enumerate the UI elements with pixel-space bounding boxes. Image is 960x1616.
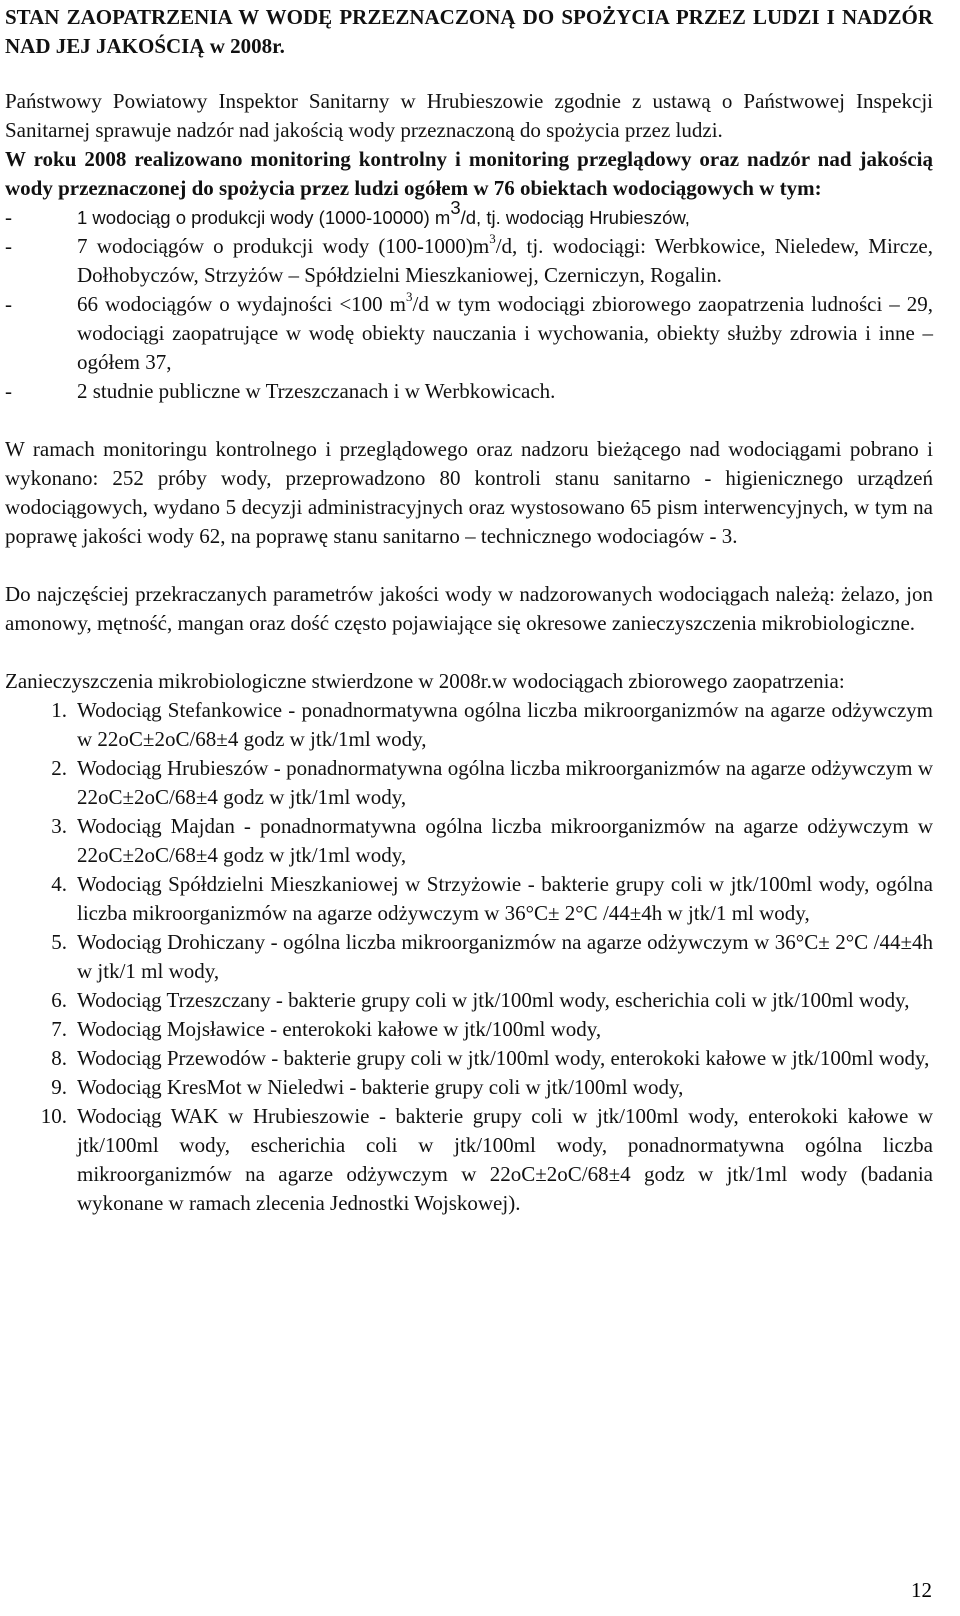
contamination-list bbox=[5, 696, 933, 1218]
list-item: - 1 wodociąg o produkcji wody (1000-10000) $m^3/d$, tj. wodociąg Hrubieszów, bbox=[5, 203, 933, 232]
list-item: 7. Wodociąg Mojsławice - enterokoki kałowe w jtk/100ml wody, bbox=[51, 1017, 602, 1041]
document-title: STAN ZAOPATRZENIA W WODĘ PRZEZNACZONĄ DO SPOŻYCIA PRZEZ LUDZI I NADZÓR NAD JEJ JAKOŚCIĄ w 2008r. bbox=[5, 5, 933, 58]
monitoring-lead: W roku 2008 realizowano monitoring kontrolny i monitoring przeglądowy oraz nadzór nad jakością wody przeznaczonej do spożycia przez ludzi ogółem w 76 obiektach wodociągowych w tym: bbox=[5, 147, 933, 200]
intro-paragraph: Państwowy Powiatowy Inspektor Sanitarny w Hrubieszowie zgodnie z ustawą o Państwowej Inspekcji Sanitarnej sprawuje nadzór nad jakością wody przeznaczoną do spożycia przez ludzi. bbox=[5, 89, 933, 142]
list-dash: - bbox=[5, 379, 12, 403]
list-item: 9. Wodociąg KresMot w Nieledwi - bakterie grupy coli w jtk/100ml wody, bbox=[51, 1075, 684, 1099]
document-page bbox=[5, 0, 933, 1218]
parameters-paragraph: Do najczęściej przekraczanych parametrów jakości wody w nadzorowanych wodociągach należą: żelazo, jon amonowy, mętność, mangan oraz dość często pojawiające się okresowe zanieczyszczenia mikrobiologiczne. bbox=[5, 582, 933, 635]
list-item: 3. Wodociąg Majdan - ponadnormatywna ogólna liczba mikroorganizmów na agarze odżywczym w 22oC±2oC/68±4 godz w jtk/1ml wody, bbox=[51, 814, 933, 867]
list-item: 6. Wodociąg Trzeszczany - bakterie grupy coli w jtk/100ml wody, escherichia coli w jtk/100ml wody, bbox=[51, 988, 910, 1012]
list-item: - 7 wodociągów o produkcji wody $(100-1000)m^3/d$, tj. wodociągi: Werbkowice, Nieledew, Mircze, Dołhobyczów, Strzyżów – Spółdzielni Mieszkaniowej, Czerniczyn, Rogalin. bbox=[5, 231, 933, 287]
list-item: 10. Wodociąg WAK w Hrubieszowie - bakterie grupy coli w jtk/100ml wody, enterokoki kałowe w jtk/100ml wody, escherichia coli w jtk/100ml wody, ponadnormatywna ogólna liczba mikroorganizmów na agarze odżywczym w 22oC±2oC/68±4 godz w jtk/1ml wody (badania wykonane w ramach zlecenia Jednostki Wojskowej). bbox=[40, 1104, 933, 1215]
list-item: - 66 wodociągów o wydajności <100 $m^3/d$ w tym wodociągi zbiorowego zaopatrzenia ludności – 29, wodociągi zaopatrujące w wodę obiekty nauczania i wychowania, obiekty służby zdrowia i inne – ogółem 37, bbox=[5, 289, 934, 374]
list-item: 5. Wodociąg Drohiczany - ogólna liczba mikroorganizmów na agarze odżywczym w 36°C± 2°C /44±4h w jtk/1 ml wody, bbox=[51, 930, 933, 983]
list-item: 8. Wodociąg Przewodów - bakterie grupy coli w jtk/100ml wody, enterokoki kałowe w jtk/100ml wody, bbox=[51, 1046, 930, 1070]
list-item: 2. Wodociąg Hrubieszów - ponadnormatywna ogólna liczba mikroorganizmów na agarze odżywczym w 22oC±2oC/68±4 godz w jtk/1ml wody, bbox=[51, 756, 933, 809]
waterworks-list bbox=[5, 197, 934, 406]
page-number: 12 bbox=[911, 1578, 932, 1602]
controls-paragraph: W ramach monitoringu kontrolnego i przeglądowego oraz nadzoru bieżącego nad wodociągami pobrano i wykonano: 252 próby wody, przeprowadzono 80 kontroli stanu sanitarno - higienicznego urządzeń wodociągowych, wydano 5 decyzji administracyjnych oraz wystosowano 65 pism interwencyjnych, w tym na poprawę jakości wody 62, na poprawę stanu sanitarno – technicznego wodociagów - 3. bbox=[5, 437, 933, 548]
list-item: 4. Wodociąg Spółdzielni Mieszkaniowej w Strzyżowie - bakterie grupy coli w jtk/100ml wody, ogólna liczba mikroorganizmów na agarze odżywczym w 36°C± 2°C /44±4h w jtk/1 ml wody, bbox=[51, 872, 933, 925]
list-dash: - bbox=[5, 205, 12, 229]
contamination-lead: Zanieczyszczenia mikrobiologiczne stwierdzone w 2008r.w wodociągach zbiorowego zaopatrzenia: bbox=[5, 669, 845, 693]
list-item: - 2 studnie publiczne w Trzeszczanach i w Werbkowicach. bbox=[5, 377, 933, 406]
list-item: 1. Wodociąg Stefankowice - ponadnormatywna ogólna liczba mikroorganizmów na agarze odżywczym w 22oC±2oC/68±4 godz w jtk/1ml wody, bbox=[51, 698, 933, 751]
list-dash: - bbox=[5, 234, 12, 258]
list-dash: - bbox=[5, 292, 12, 316]
